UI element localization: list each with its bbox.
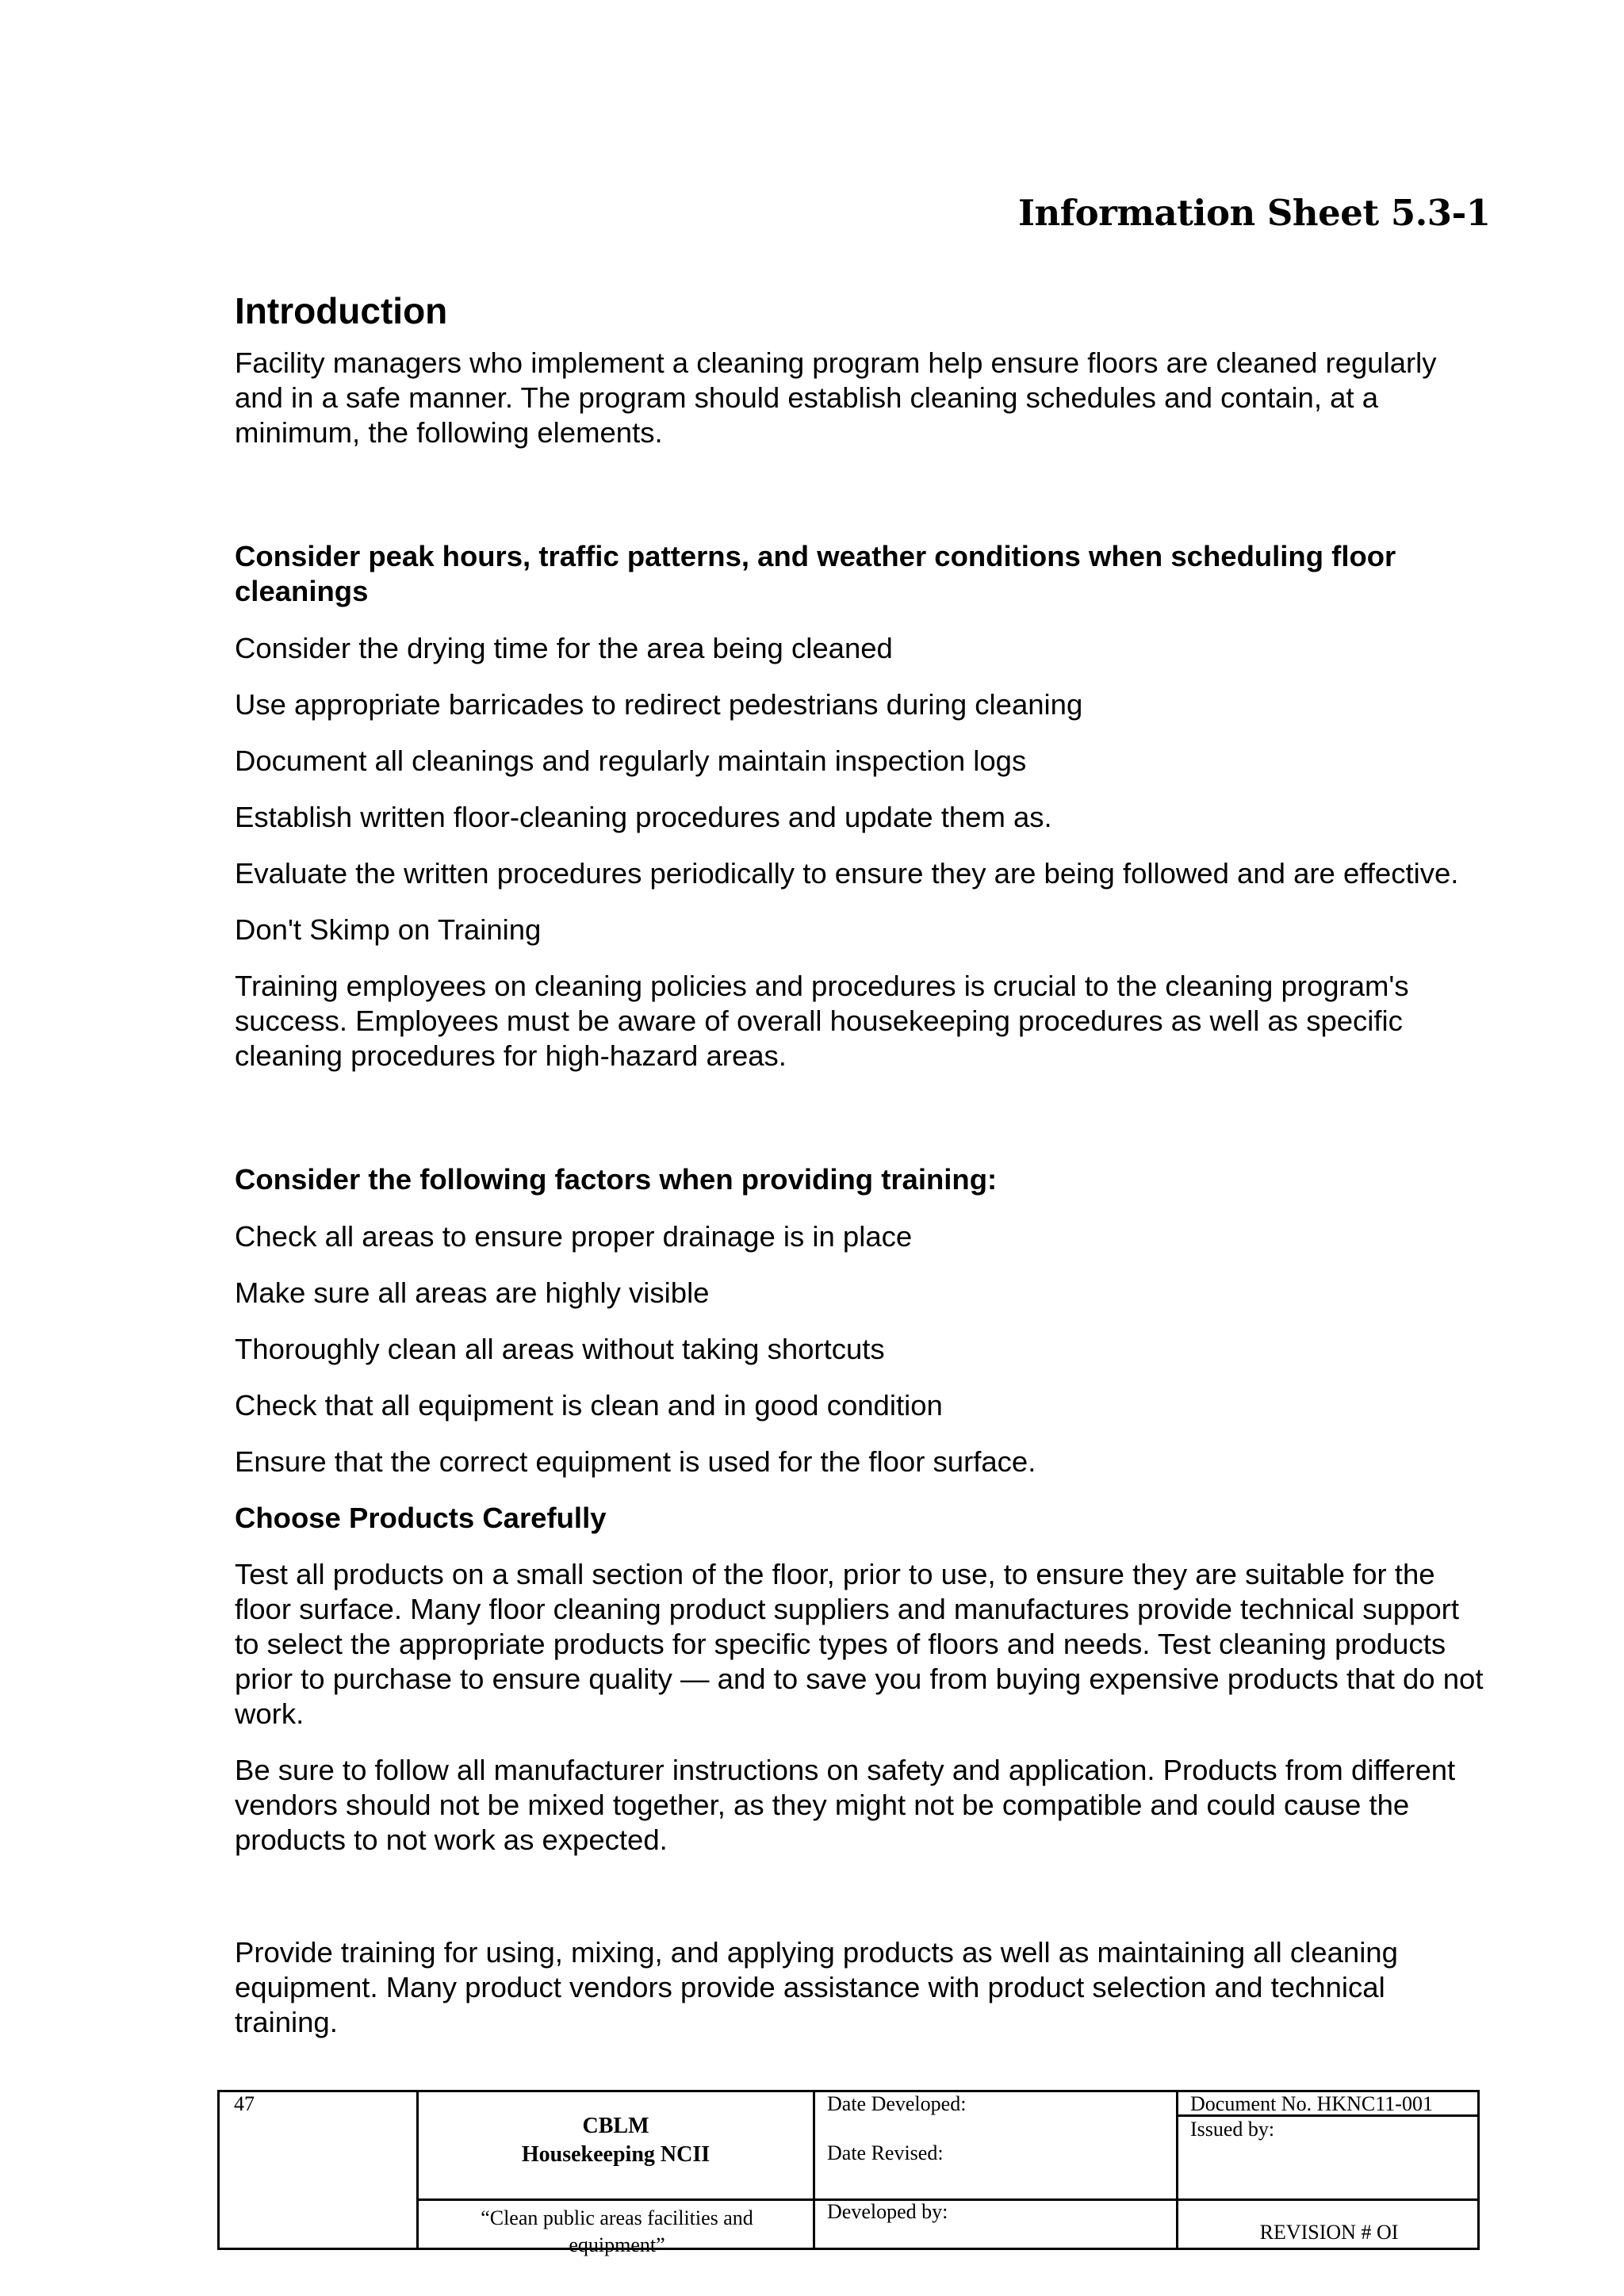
section1-item: Training employees on cleaning policies and procedures is crucial to the cleaning program's success. Employees must be aware of overall housekeeping procedures as well as specific cleaning procedures for high-hazard areas.: [235, 970, 1409, 1072]
section1-heading: Consider peak hours, traffic patterns, and weather conditions when scheduling floor cleanings: [235, 540, 1396, 607]
developed-by-label: Developed by:: [827, 2200, 948, 2223]
section2-item: Make sure all areas are highly visible: [235, 1276, 710, 1309]
date-revised-label: Date Revised:: [827, 2141, 944, 2164]
section2-item: Check all areas to ensure proper drainage is in place: [235, 1220, 913, 1253]
section1-item: Consider the drying time for the area being cleaned: [235, 632, 893, 664]
intro-heading: Introduction: [235, 290, 448, 331]
page-number: 47: [234, 2092, 255, 2115]
document-body: [235, 289, 1488, 2040]
program-level: Housekeeping NCII: [521, 2142, 710, 2167]
section3-paragraph: Be sure to follow all manufacturer instructions on safety and application. Products from different vendors should not be mixed together, as they might not be compatible and could cause the products to not work as expected.: [235, 1754, 1456, 1856]
issued-by-label: Issued by:: [1190, 2118, 1275, 2141]
section1-item: Establish written floor-cleaning procedures and update them as.: [235, 801, 1052, 833]
section3-heading: Choose Products Carefully: [235, 1502, 607, 1534]
section2-heading: Consider the following factors when providing training:: [235, 1163, 998, 1196]
section2-item: Ensure that the correct equipment is used for the floor surface.: [235, 1445, 1036, 1478]
section2-item: Thoroughly clean all areas without taking shortcuts: [235, 1333, 885, 1365]
intro-paragraph: Facility managers who implement a cleaning program help ensure floors are cleaned regularly and in a safe manner. The program should establish cleaning schedules and contain, at a minimum, the following elements.: [235, 346, 1437, 449]
program-name: CBLM: [582, 2114, 649, 2138]
revision-number: REVISION # OI: [1259, 2221, 1399, 2244]
date-developed-label: Date Developed:: [827, 2092, 967, 2115]
section3-paragraph: Test all products on a small section of the floor, prior to use, to ensure they are suitable for the floor surface. Many floor cleaning product suppliers and manufactures provide technical support to select the appropriate products for specific types of floors and needs. Test cleaning products prior to purchase to ensure quality — and to save you from buying expensive products that do not work.: [235, 1558, 1484, 1730]
section1-item: Don't Skimp on Training: [235, 913, 542, 946]
section1-item: Document all cleanings and regularly maintain inspection logs: [235, 744, 1027, 777]
section1-item: Evaluate the written procedures periodically to ensure they are being followed and are effective.: [235, 857, 1459, 890]
section3-paragraph: Provide training for using, mixing, and applying products as well as maintaining all cleaning equipment. Many product vendors provide assistance with product selection and technical training.: [235, 1936, 1398, 2038]
document-number: Document No. HKNC11-001: [1190, 2092, 1433, 2115]
module-title: “Clean public areas facilities and equipment”: [481, 2206, 753, 2256]
section2-item: Check that all equipment is clean and in good condition: [235, 1389, 943, 1422]
sheet-title: Information Sheet 5.3-1: [1018, 192, 1491, 234]
document-footer-table: [217, 2090, 1480, 2256]
section1-item: Use appropriate barricades to redirect pedestrians during cleaning: [235, 688, 1083, 721]
